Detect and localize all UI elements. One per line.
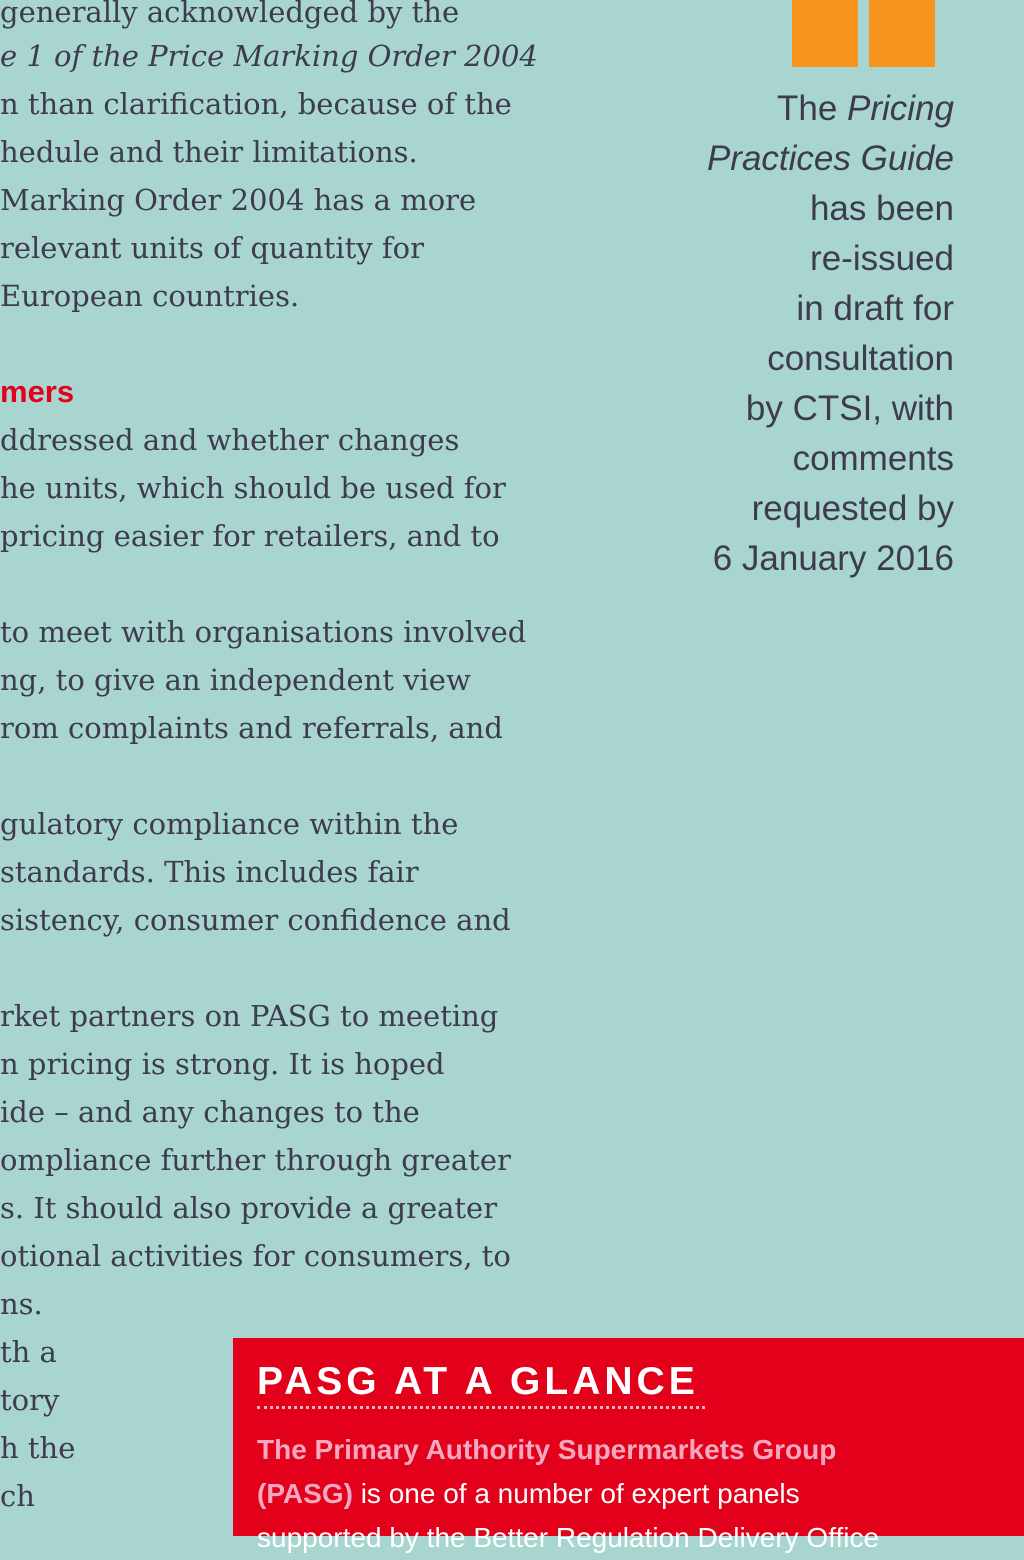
glance-body: [257, 1428, 997, 1560]
article-line: ns.: [0, 1287, 43, 1321]
article-line: gulatory compliance within the: [0, 807, 459, 841]
pull-quote-line: has been: [809, 189, 954, 228]
article-line: generally acknowledged by the: [0, 0, 460, 29]
article-line: standards. This includes fair: [0, 855, 419, 889]
article-line: th a: [0, 1335, 57, 1369]
pull-quote-line: comments: [792, 439, 954, 478]
article-line: to meet with organisations involved: [0, 615, 527, 649]
pull-quote: [594, 84, 954, 584]
article-line: rket partners on PASG to meeting: [0, 999, 499, 1033]
article-line: he units, which should be used for: [0, 471, 506, 505]
article-line: ch: [0, 1479, 35, 1513]
glance-box: [233, 1338, 1024, 1553]
pull-quote-line: The Pricing: [776, 89, 954, 128]
glance-line: supported by the Better Regulation Delivery Office: [257, 1522, 880, 1553]
pull-quote-line: re-issued: [810, 239, 954, 278]
article-line: otional activities for consumers, to: [0, 1239, 511, 1273]
article-line: rom complaints and referrals, and: [0, 711, 503, 745]
article-line: relevant units of quantity for: [0, 231, 424, 265]
article-line: ddressed and whether changes: [0, 423, 460, 457]
article-line: s. It should also provide a greater: [0, 1191, 498, 1225]
pull-quote-line: 6 January 2016: [712, 539, 954, 578]
dotted-divider: [257, 1406, 705, 1409]
section-subheading: mers: [0, 374, 75, 409]
article-line: Marking Order 2004 has a more: [0, 183, 477, 217]
glance-highlight: The Primary Authority Supermarkets Group: [257, 1434, 837, 1465]
glance-line: (PASG) is one of a number of expert panels: [257, 1478, 800, 1509]
pull-quote-line: requested by: [751, 489, 954, 528]
article-line: ompliance further through greater: [0, 1143, 511, 1177]
glance-title: PASG AT A GLANCE: [257, 1360, 699, 1403]
article-line: ide – and any changes to the: [0, 1095, 420, 1129]
pull-quote-line: consultation: [767, 339, 954, 378]
article-line: n than clarification, because of the: [0, 87, 512, 121]
article-line: h the: [0, 1431, 76, 1465]
article-line: n pricing is strong. It is hoped: [0, 1047, 445, 1081]
pull-quote-line: in draft for: [796, 289, 954, 328]
article-line: ng, to give an independent view: [0, 663, 471, 697]
article-line: e 1 of the Price Marking Order 2004: [0, 39, 538, 73]
article-line: pricing easier for retailers, and to: [0, 519, 500, 553]
pull-quote-line: Practices Guide: [706, 139, 954, 178]
article-line: sistency, consumer confidence and: [0, 903, 511, 937]
article-line: European countries.: [0, 279, 300, 313]
article-line: tory: [0, 1383, 60, 1417]
pull-quote-line: by CTSI, with: [745, 389, 954, 428]
article-line: hedule and their limitations.: [0, 135, 418, 169]
glance-highlight: (PASG): [257, 1478, 353, 1509]
